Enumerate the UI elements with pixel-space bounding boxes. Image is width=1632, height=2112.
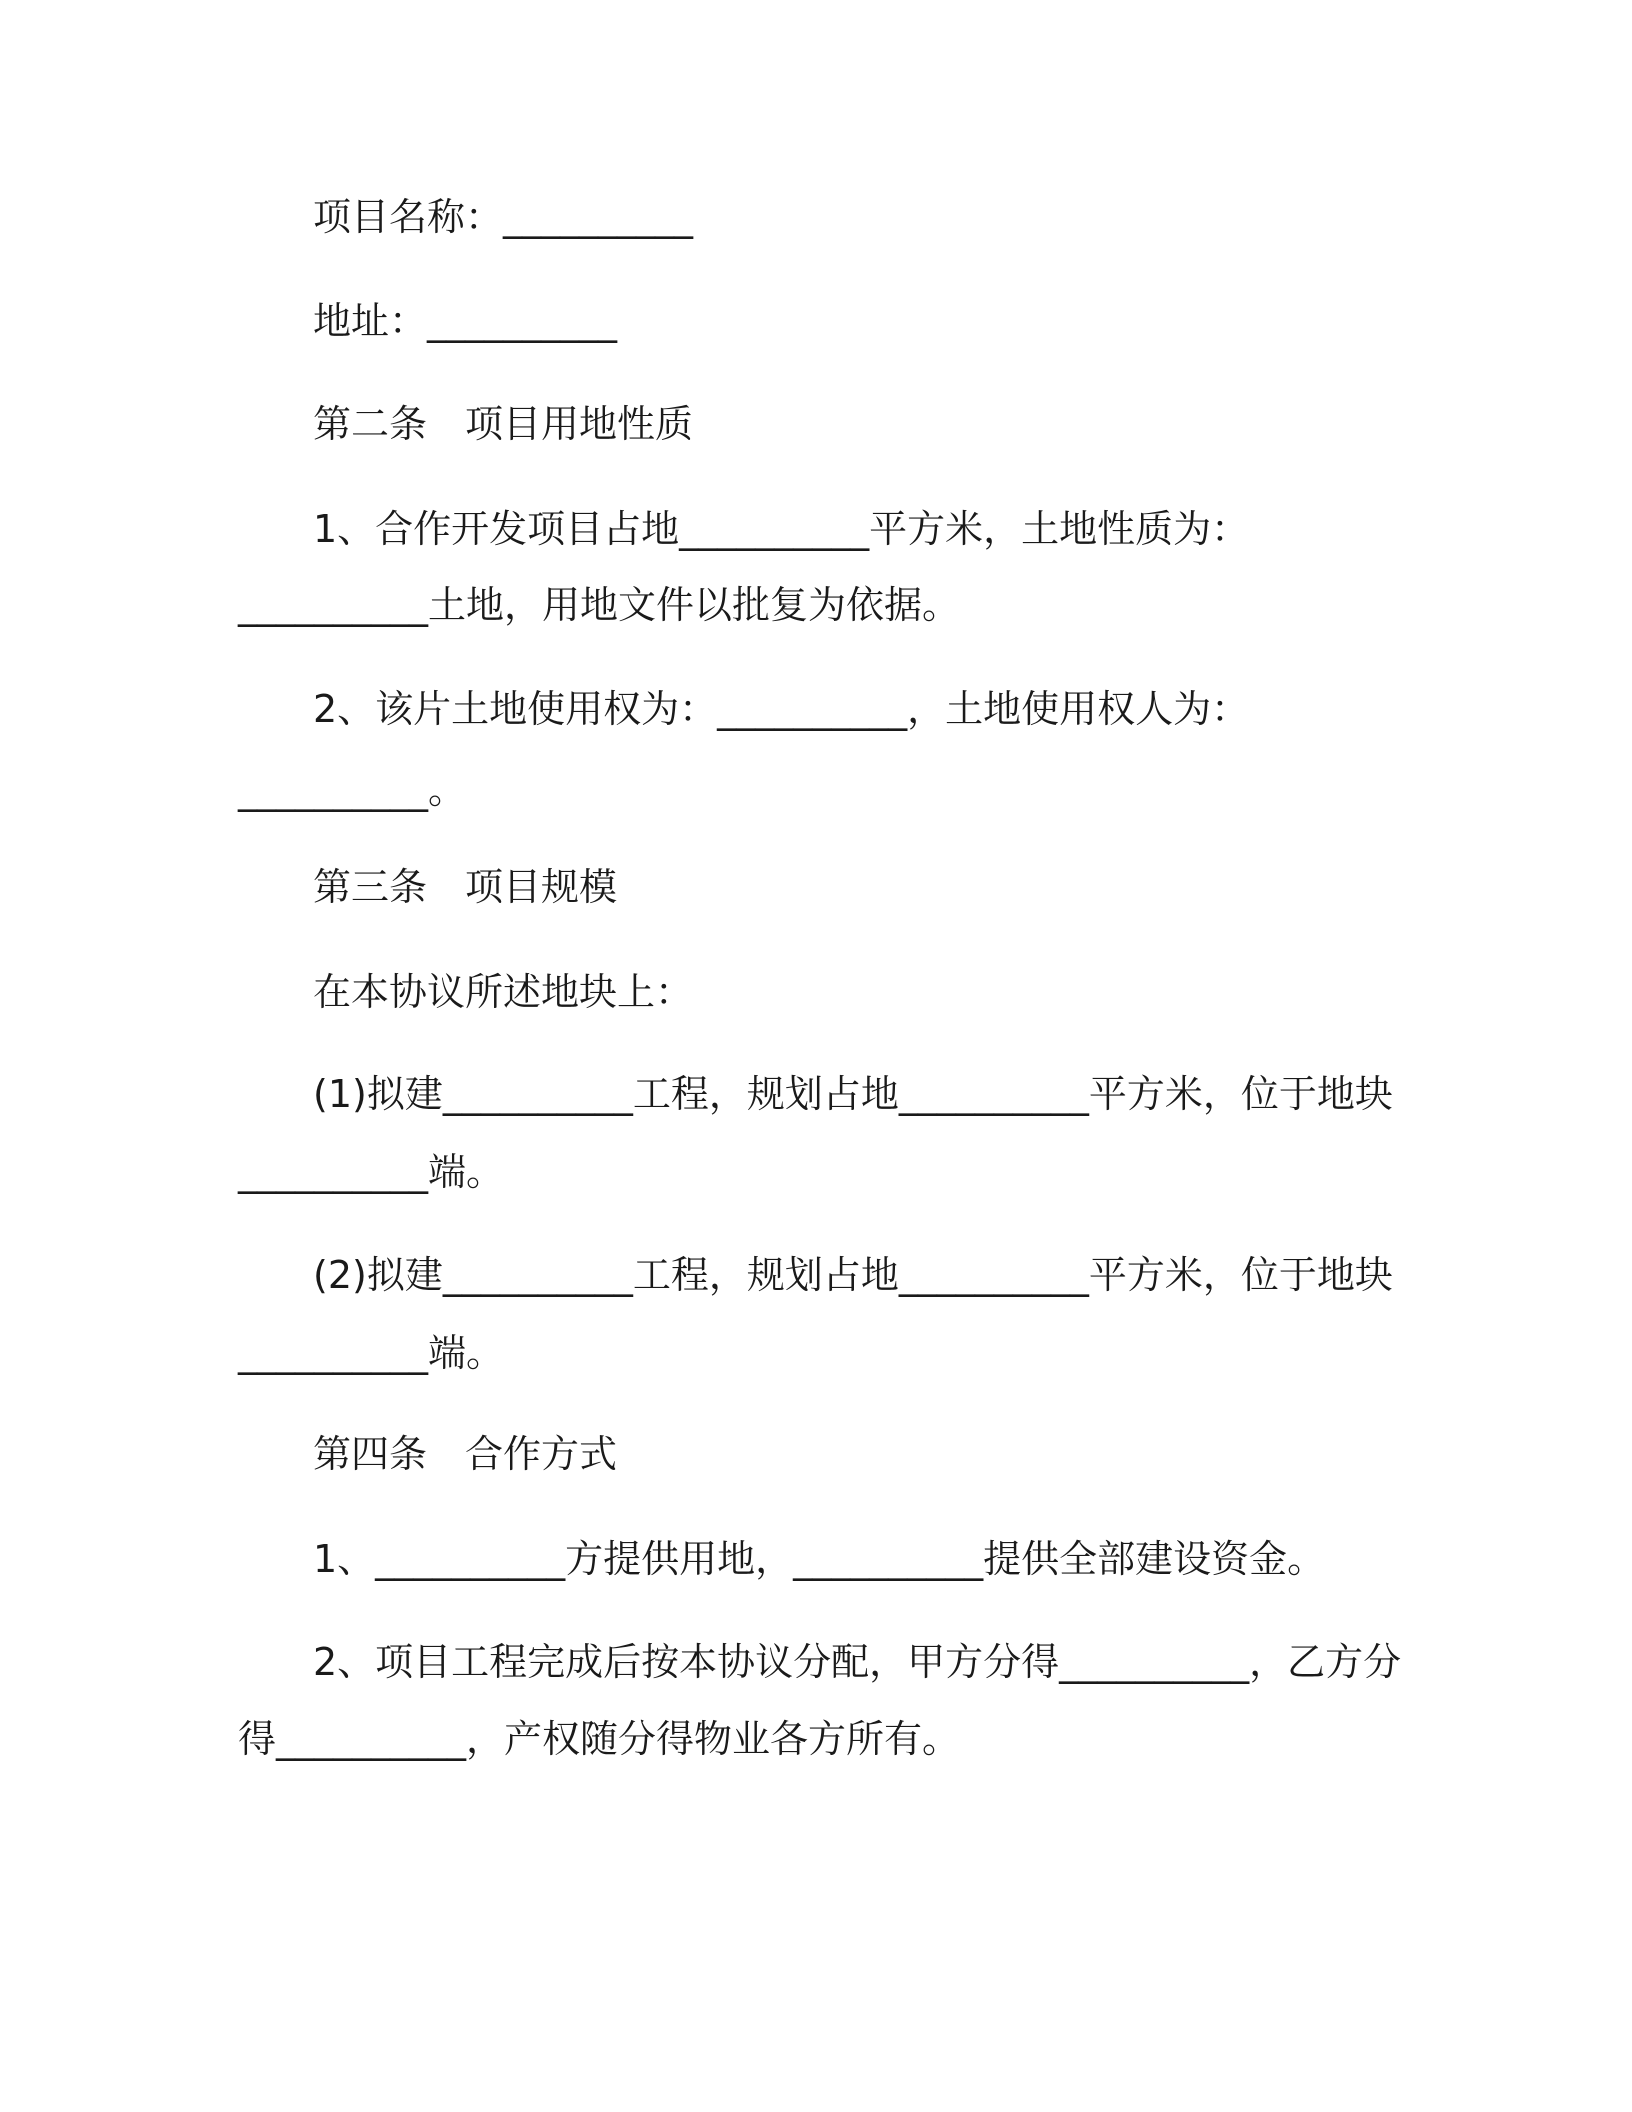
article-4-item-2-line-2: 得__________，产权随分得物业各方所有。 bbox=[238, 1717, 961, 1761]
article-2-item-1-line-1: 1、合作开发项目占地__________平方米，土地性质为： bbox=[313, 507, 1250, 551]
article-3-item-1-line-2: __________端。 bbox=[238, 1150, 505, 1194]
address-line: 地址：__________ bbox=[313, 299, 618, 343]
project-name-line: 项目名称：__________ bbox=[313, 195, 694, 239]
article-2-item-1-line-2: __________土地，用地文件以批复为依据。 bbox=[238, 583, 961, 627]
article-4-heading: 第四条 合作方式 bbox=[313, 1432, 618, 1476]
article-4-item-2-line-1: 2、项目工程完成后按本协议分配，甲方分得__________，乙方分 bbox=[313, 1640, 1402, 1684]
article-2-item-2-line-1: 2、该片土地使用权为：__________，土地使用权人为： bbox=[313, 687, 1250, 731]
article-3-intro: 在本协议所述地块上： bbox=[313, 970, 694, 1014]
article-3-item-2-line-2: __________端。 bbox=[238, 1331, 505, 1375]
article-3-heading: 第三条 项目规模 bbox=[313, 865, 618, 909]
article-2-item-2-line-2: __________。 bbox=[238, 768, 467, 812]
article-3-item-1-line-1: (1)拟建__________工程，规划占地__________平方米，位于地块 bbox=[313, 1072, 1393, 1116]
article-3-item-2-line-1: (2)拟建__________工程，规划占地__________平方米，位于地块 bbox=[313, 1253, 1393, 1297]
article-4-item-1: 1、__________方提供用地，__________提供全部建设资金。 bbox=[313, 1537, 1326, 1581]
article-2-heading: 第二条 项目用地性质 bbox=[313, 402, 694, 446]
